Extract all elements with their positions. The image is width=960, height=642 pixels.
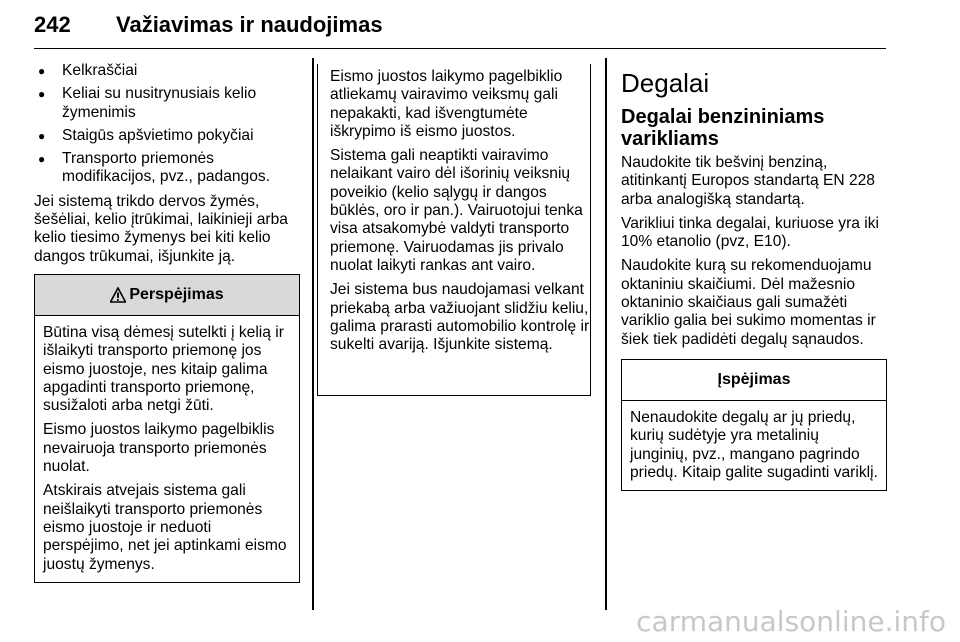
paragraph: Jei sistemą trikdo dervos žymės, šešėliai, kelio įtrūkimai, laikinieji arba kelio tiesimo žymenys bei kiti kelio dangos trūkumai, išjunkite ją.	[34, 192, 288, 265]
warning-box	[34, 274, 300, 583]
list-item: ● Transporto priemonės modifikacijos, pvz., padangos.	[34, 150, 300, 187]
paragraph: Naudokite kurą su rekomenduojamu oktaniniu skaičiumi. Dėl mažesnio oktaninio skaičiaus gali sumažėti variklio galia bei sukimo momentas ir šiek tiek padidėti degalų sąnaudos.	[621, 257, 876, 348]
caution-box	[621, 359, 887, 491]
list-item: ● Kelkraščiai	[34, 62, 300, 80]
warning-header	[35, 274, 299, 316]
column-2	[330, 68, 592, 360]
watermark: carmanualsonline.info	[636, 605, 946, 638]
paragraph: Naudokite tik bešvinį benziną, atitinkantį Europos standartą EN 228 arba analogišką standartą.	[621, 154, 875, 208]
column-3	[621, 68, 887, 491]
list-item: ● Staigūs apšvietimo pokyčiai	[34, 127, 300, 145]
column-1	[34, 62, 300, 583]
column-divider-2	[605, 58, 607, 610]
list-item: ● Keliai su nusitrynusiais kelio žymenimis	[34, 85, 300, 122]
paragraph: Varikliui tinka degalai, kuriuose yra iki 10% etanolio (pvz, E10).	[621, 214, 879, 251]
caution-header: Įspėjimas	[622, 360, 886, 401]
paragraph: Nenaudokite degalų ar jų priedų, kurių sudėtyje yra metalinių junginių, pvz., mangano pagrindo priedų. Kitaip galite sugadinti variklį.	[630, 408, 878, 481]
paragraph: Jei sistema bus naudojamasi velkant priekabą arba važiuojant slidžiu keliu, galima prarasti automobilio kontrolę ir sukelti avariją. Išjunkite sistemą.	[330, 281, 590, 354]
warning-title: Perspėjimas	[129, 285, 224, 303]
bullet-list	[34, 62, 300, 187]
paragraph: Būtina visą dėmesį sutelkti į kelią ir išlaikyti transporto priemonę jos eismo juostoje, nes kitaip galima apgadinti transporto priemonę, susižaloti arba netgi žūti.	[43, 323, 284, 415]
paragraph: Sistema gali neaptikti vairavimo nelaikant vairo dėl išorinių veiksnių poveikio (kelio sąlygų ir dangos būklės, oro ir pan.). Vairuotojui tenka visa atsakomybė valdyti transporto priemonę. Vairuodamas jis privalo nuolat laikyti rankas ant vairo.	[330, 147, 583, 274]
paragraph: Eismo juostos laikymo pagelbiklis nevairuoja transporto priemonės nuolat.	[43, 421, 275, 476]
warning-triangle-icon	[110, 287, 126, 303]
section-title: Degalai	[621, 68, 710, 98]
column-divider-1	[312, 58, 314, 610]
page-number: 242	[34, 12, 71, 37]
subsection-title: Degalai benzininiams varikliams	[621, 106, 825, 150]
caution-body	[622, 401, 886, 490]
warning-body	[35, 316, 299, 582]
paragraph: Eismo juostos laikymo pagelbiklio atliekamų vairavimo veiksmų gali nepakakti, kad išvengtumėte iškrypimo iš eismo juostos.	[330, 68, 563, 140]
page-header	[34, 2, 886, 49]
chapter-title: Važiavimas ir naudojimas	[116, 12, 383, 37]
paragraph: Atskirais atvejais sistema gali neišlaikyti transporto priemonės eismo juostoje ir neduoti perspėjimo, net jei aptinkami eismo juostų žymenys.	[43, 482, 287, 573]
